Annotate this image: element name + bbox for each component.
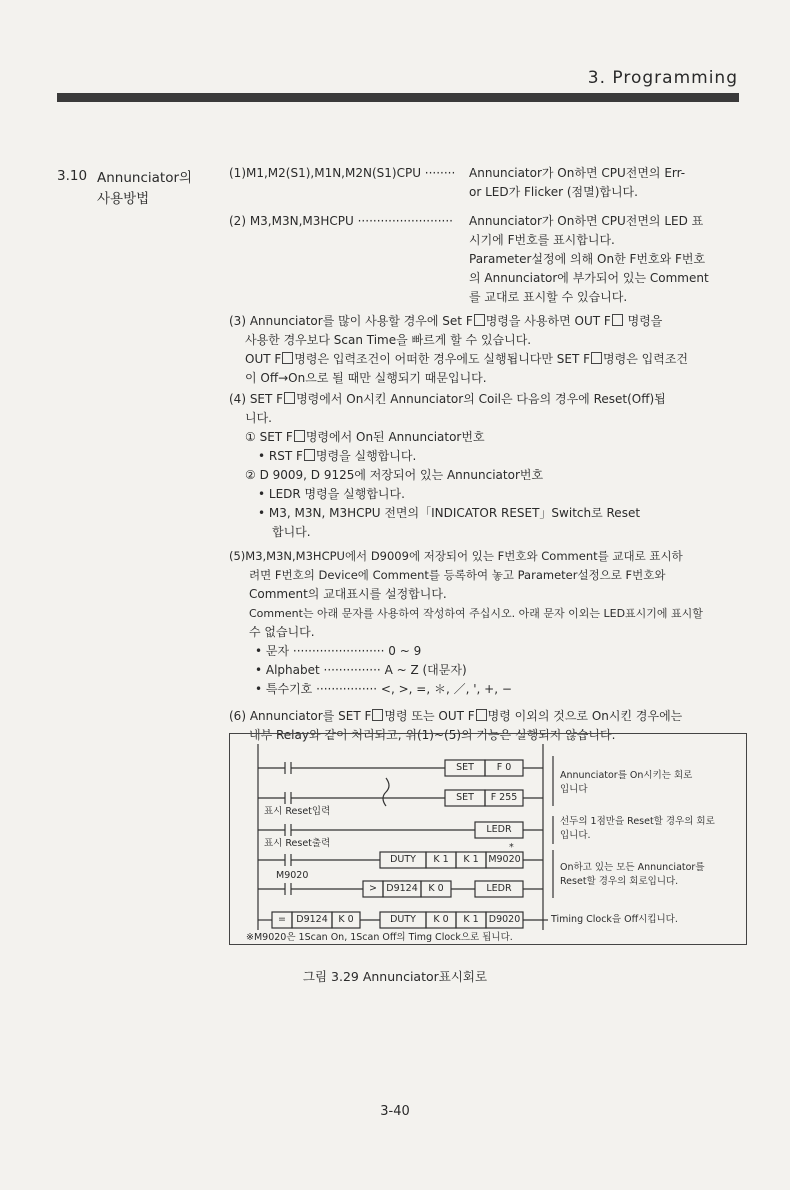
set-f0-arg: F 0 bbox=[496, 762, 512, 773]
item2-label: (2) M3,M3N,M3HCPU ························· bbox=[229, 214, 453, 228]
item5-line-5: 수 없습니다. bbox=[249, 625, 315, 639]
section-title-line2: 사용방법 bbox=[97, 191, 150, 207]
header-rule bbox=[57, 93, 739, 102]
m9020-label: M9020 bbox=[276, 870, 309, 881]
set-f255-op: SET bbox=[456, 792, 474, 803]
section-title-line1: Annunciator의 bbox=[97, 170, 193, 186]
item2-text-3: Parameter설정에 의해 On한 F번호와 F번호 bbox=[469, 252, 706, 266]
item4-sub2: ② D 9009, D 9125에 저장되어 있는 Annunciator번호 bbox=[245, 468, 544, 482]
item4-sub1-bullet: • RST F 명령을 실행합니다. bbox=[258, 449, 417, 463]
reset-output-label: 표시 Reset출력 bbox=[264, 838, 331, 849]
item5-line-3: Comment의 교대표시를 설정합니다. bbox=[249, 587, 447, 601]
figure-caption: 그림 3.29 Annunciator표시회로 bbox=[302, 969, 488, 984]
item5-line-2: 려면 F번호의 Device에 Comment를 등록하여 놓고 Parameter설정으로 F번호와 bbox=[249, 568, 666, 582]
item1-text-2: or LED가 Flicker (점멸)합니다. bbox=[469, 185, 638, 199]
ledr-2: LEDR bbox=[486, 883, 512, 894]
cmp-arg2: K 0 bbox=[428, 883, 444, 894]
item1-label: (1)M1,M2(S1),M1N,M2N(S1)CPU ········ bbox=[229, 166, 456, 180]
item5-bullet-1: • 문자 ························ 0 ~ 9 bbox=[255, 644, 422, 658]
item6-line-1: (6) Annunciator를 SET F 명령 또는 OUT F 명령 이외의 것으로 On시킨 경우에는 bbox=[229, 709, 683, 723]
eq-arg2: K 0 bbox=[338, 914, 354, 925]
section-number: 3.10 bbox=[57, 168, 88, 184]
item6-line-2: 내부 Relay와 같이 처리되고, 위(1)~(5)의 기능은 실행되지 않습니다. bbox=[249, 728, 616, 742]
ledr-1: LEDR bbox=[486, 824, 512, 835]
cmp-op: > bbox=[369, 883, 377, 894]
chapter-header: 3. Programming bbox=[587, 68, 738, 88]
duty1-arg1: K 1 bbox=[433, 854, 449, 865]
item5-bullet-2: • Alphabet ··············· A ~ Z (대문자) bbox=[255, 663, 467, 677]
duty2-arg1: K 0 bbox=[433, 914, 449, 925]
item2-text-1: Annunciator가 On하면 CPU전면의 LED 표 bbox=[469, 214, 704, 228]
duty2-arg3: D9020 bbox=[488, 914, 521, 925]
cmp-arg1: D9124 bbox=[386, 883, 418, 894]
note2-line2: 입니다. bbox=[560, 830, 591, 841]
note2-line1: 선두의 1점만을 Reset할 경우의 회로 bbox=[560, 816, 715, 827]
duty1-op: DUTY bbox=[390, 854, 416, 865]
ladder-footnote: ※M9020은 1Scan On, 1Scan Off의 Timg Clock으로 됩니다. bbox=[246, 932, 513, 943]
item4-line-1: (4) SET F 명령에서 On시킨 Annunciator의 Coil은 다음의 경우에 Reset(Off)됩 bbox=[229, 392, 666, 406]
note4: Timing Clock을 Off시킵니다. bbox=[551, 914, 678, 925]
item4-sub1: ① SET F 명령에서 On된 Annunciator번호 bbox=[245, 430, 485, 444]
note1-line2: 입니다 bbox=[560, 784, 588, 795]
item2-text-2: 시기에 F번호를 표시합니다. bbox=[469, 233, 615, 247]
note3-line1: On하고 있는 모든 Annunciator를 bbox=[560, 862, 705, 873]
note3-line2: Reset할 경우의 회로입니다. bbox=[560, 876, 679, 887]
item3-line-3: OUT F 명령은 입력조건이 어떠한 경우에도 실행됩니다만 SET F 명령은 입력조건 bbox=[245, 352, 689, 366]
section-title bbox=[97, 168, 192, 210]
eq-arg1: D9124 bbox=[296, 914, 328, 925]
eq-op: = bbox=[278, 914, 286, 925]
duty1-arg2: K 1 bbox=[463, 854, 479, 865]
item3-line-1: (3) Annunciator를 많이 사용할 경우에 Set F 명령을 사용하면 OUT F 명령을 bbox=[229, 314, 663, 328]
page-number: 3-40 bbox=[380, 1104, 410, 1119]
item4-sub2-bullet-2-cont: 합니다. bbox=[272, 525, 311, 539]
ladder-diagram bbox=[229, 733, 747, 945]
item5-bullet-3: • 특수기호 ················ <, >, =, ＊, ／, ', +, − bbox=[255, 682, 512, 696]
item3-line-4: 이 Off→On으로 될 때만 실행되기 때문입니다. bbox=[245, 371, 487, 385]
note1-line1: Annunciator를 On시키는 회로 bbox=[560, 770, 693, 781]
item5-line-4: Comment는 아래 문자를 사용하여 작성하여 주십시오. 아래 문자 이외는 LED표시기에 표시할 bbox=[249, 607, 703, 620]
item2-text-5: 를 교대로 표시할 수 있습니다. bbox=[469, 290, 628, 304]
duty1-arg3: M9020 bbox=[488, 854, 521, 865]
item4-sub2-bullet-1: • LEDR 명령을 실행합니다. bbox=[258, 487, 405, 501]
item3-line-2: 사용한 경우보다 Scan Time을 빠르게 할 수 있습니다. bbox=[245, 333, 532, 347]
star-mark: * bbox=[509, 842, 514, 853]
set-f255-arg: F 255 bbox=[490, 792, 518, 803]
reset-input-label: 표시 Reset입력 bbox=[264, 806, 331, 817]
item1-text-1: Annunciator가 On하면 CPU전면의 Err- bbox=[469, 166, 686, 180]
item4-line-2: 니다. bbox=[245, 411, 272, 425]
item5-line-1: (5)M3,M3N,M3HCPU에서 D9009에 저장되어 있는 F번호와 Comment를 교대로 표시하 bbox=[229, 549, 683, 563]
duty2-op: DUTY bbox=[390, 914, 416, 925]
item2-text-4: 의 Annunciator에 부가되어 있는 Comment bbox=[469, 271, 709, 285]
set-f0-op: SET bbox=[456, 762, 474, 773]
duty2-arg2: K 1 bbox=[463, 914, 479, 925]
item4-sub2-bullet-2: • M3, M3N, M3HCPU 전면의「INDICATOR RESET」Switch로 Reset bbox=[258, 506, 641, 520]
